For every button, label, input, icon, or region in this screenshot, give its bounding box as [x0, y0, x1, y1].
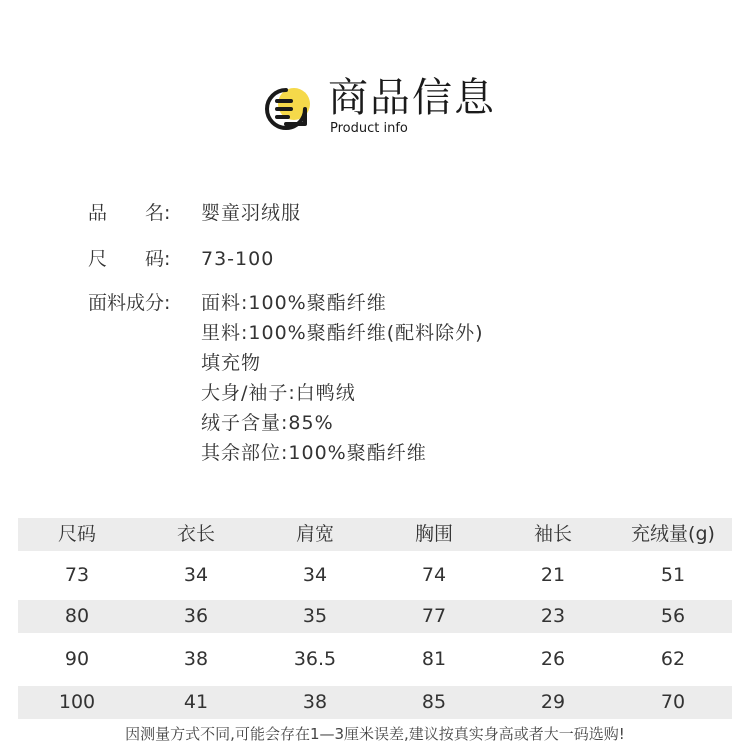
table-cell: 80: [64, 605, 90, 627]
table-cell: 51: [660, 564, 686, 586]
size-label-1: 尺: [88, 248, 108, 270]
table-cell: 38: [302, 691, 328, 713]
composition-line: 填充物: [201, 352, 262, 374]
table-cell: 90: [64, 648, 90, 670]
table-row: [18, 559, 732, 592]
name-value: 婴童羽绒服: [201, 202, 302, 224]
table-row: [18, 600, 732, 633]
composition-line: 大身/袖子:白鸭绒: [201, 382, 356, 404]
size-label-2: 码:: [145, 248, 171, 270]
table-cell: 21: [540, 564, 566, 586]
table-cell: 70: [660, 691, 686, 713]
size-value: 73-100: [201, 248, 275, 270]
composition-line: 绒子含量:85%: [201, 412, 334, 434]
table-cell: 74: [421, 564, 447, 586]
page-subtitle: Product info: [330, 121, 408, 136]
table-header-cell: 充绒量(g): [631, 523, 715, 545]
page-title: 商品信息: [328, 75, 496, 121]
table-cell: 41: [183, 691, 209, 713]
table-cell: 77: [421, 605, 447, 627]
table-cell: 29: [540, 691, 566, 713]
table-cell: 81: [421, 648, 447, 670]
composition-line: 面料:100%聚酯纤维: [201, 292, 387, 314]
table-header-cell: 肩宽: [295, 523, 334, 545]
composition-label: 面料成分:: [88, 292, 171, 314]
header-icon: [264, 84, 314, 134]
table-header-cell: 衣长: [176, 523, 215, 545]
table-header-row: [18, 518, 732, 551]
table-cell: 26: [540, 648, 566, 670]
table-cell: 36.5: [293, 648, 337, 670]
composition-line: 其余部位:100%聚酯纤维: [201, 442, 427, 464]
table-row: [18, 686, 732, 719]
table-cell: 38: [183, 648, 209, 670]
table-cell: 34: [302, 564, 328, 586]
table-cell: 85: [421, 691, 447, 713]
table-header-cell: 胸围: [414, 523, 453, 545]
name-label-1: 品: [88, 202, 108, 224]
table-cell: 62: [660, 648, 686, 670]
table-cell: 36: [183, 605, 209, 627]
table-cell: 35: [302, 605, 328, 627]
table-header-cell: 袖长: [533, 523, 572, 545]
table-cell: 100: [58, 691, 96, 713]
measurement-note: 因测量方式不同,可能会存在1—3厘米误差,建议按真实身高或者大一码选购!: [125, 725, 625, 743]
table-header-cell: 尺码: [57, 523, 96, 545]
table-cell: 34: [183, 564, 209, 586]
composition-line: 里料:100%聚酯纤维(配料除外): [201, 322, 484, 344]
table-cell: 23: [540, 605, 566, 627]
list-document-icon: [264, 84, 314, 134]
table-cell: 73: [64, 564, 90, 586]
table-cell: 56: [660, 605, 686, 627]
name-label-2: 名:: [145, 202, 171, 224]
table-row: [18, 643, 732, 676]
